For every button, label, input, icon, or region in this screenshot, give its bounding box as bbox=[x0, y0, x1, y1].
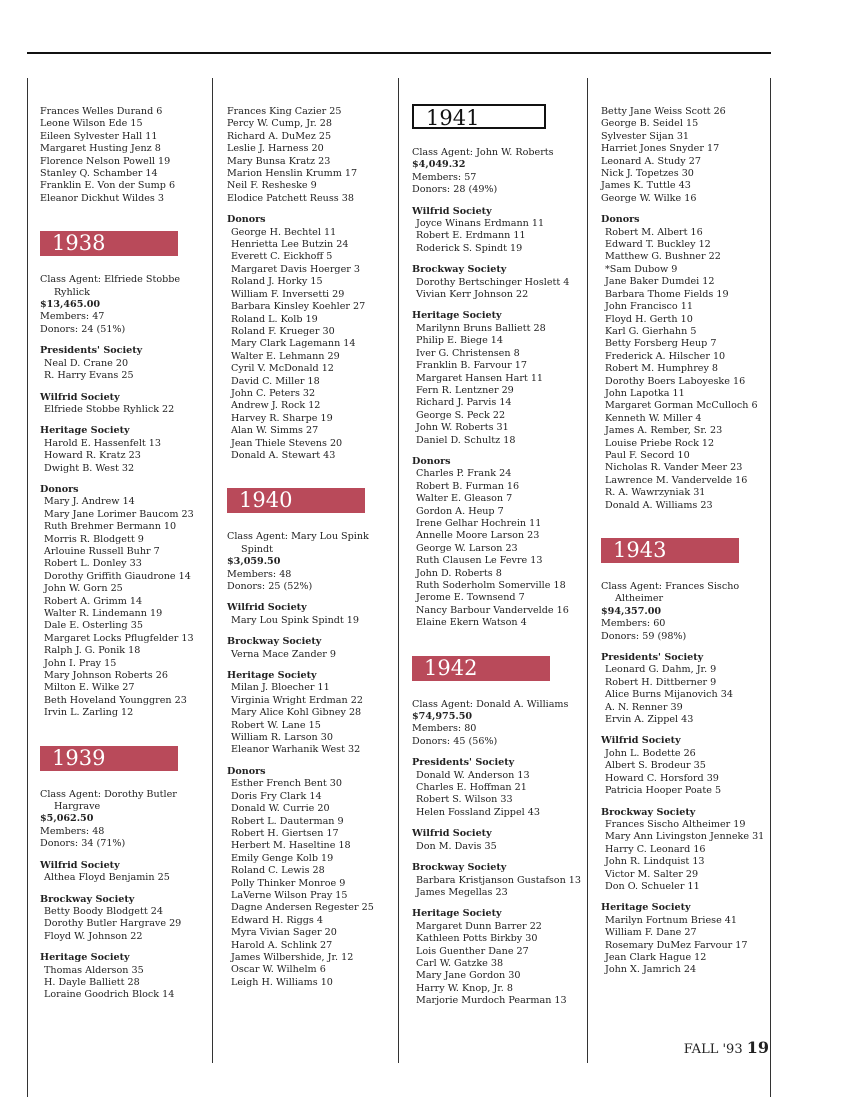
name-list bbox=[40, 906, 194, 943]
name-entry: George W. Larson 23 bbox=[416, 542, 518, 554]
class-donors: Donors: 34 (71%) bbox=[40, 838, 126, 850]
name-entry: Robert M. Humphrey 8 bbox=[605, 363, 719, 375]
society-heading: Heritage Society bbox=[412, 310, 502, 322]
column-divider bbox=[398, 78, 399, 1063]
name-list bbox=[40, 106, 194, 205]
society-heading: Donors bbox=[227, 214, 266, 226]
name-entry: Barbara Thome Fields 19 bbox=[605, 288, 729, 300]
name-list bbox=[227, 615, 374, 627]
name-entry: Nick J. Topetzes 30 bbox=[601, 168, 694, 180]
name-entry: Walter E. Gleason 7 bbox=[416, 493, 513, 505]
page-number: 19 bbox=[746, 1038, 769, 1057]
name-entry: Elodice Patchett Reuss 38 bbox=[227, 192, 354, 204]
name-entry: Leigh H. Williams 10 bbox=[231, 976, 333, 988]
name-entry: Ruth Soderholm Somerville 18 bbox=[416, 580, 566, 591]
name-list bbox=[412, 323, 581, 447]
name-list bbox=[227, 227, 374, 463]
name-entry: Don M. Davis 35 bbox=[416, 840, 497, 852]
year-heading-1939: 1939 bbox=[40, 746, 178, 771]
society-heading: Presidents' Society bbox=[601, 652, 704, 664]
column-4 bbox=[601, 106, 764, 977]
name-entry: Joyce Winans Erdmann 11 bbox=[416, 218, 545, 230]
name-list bbox=[227, 682, 374, 756]
name-entry: John D. Roberts 8 bbox=[416, 567, 502, 579]
name-entry: Robert H. Dittberner 9 bbox=[605, 676, 717, 688]
name-entry: Ruth Clausen Le Fevre 13 bbox=[416, 555, 543, 567]
name-entry: Elaine Ekern Watson 4 bbox=[416, 617, 527, 629]
name-entry: Don O. Schueler 11 bbox=[605, 880, 700, 892]
name-list bbox=[40, 404, 194, 416]
class-agent-cont: Spindt bbox=[241, 543, 273, 555]
name-entry: John X. Jamrich 24 bbox=[605, 964, 697, 976]
name-list bbox=[40, 965, 194, 1002]
society-heading: Heritage Society bbox=[40, 425, 130, 437]
society-heading: Wilfrid Society bbox=[40, 859, 120, 871]
class-donors: Donors: 45 (56%) bbox=[412, 735, 498, 747]
name-entry: Dagne Andersen Regester 25 bbox=[231, 902, 374, 914]
name-entry: Walter E. Lehmann 29 bbox=[231, 350, 340, 362]
society-heading: Brockway Society bbox=[412, 264, 507, 276]
class-agent: Class Agent: John W. Roberts bbox=[412, 147, 554, 158]
society-heading: Brockway Society bbox=[601, 806, 696, 818]
name-entry: Charles P. Frank 24 bbox=[416, 468, 512, 480]
column-divider bbox=[212, 78, 213, 1063]
name-entry: A. N. Renner 39 bbox=[605, 701, 683, 713]
name-entry: Robert M. Albert 16 bbox=[605, 226, 703, 238]
class-agent: Class Agent: Donald A. Williams bbox=[412, 698, 569, 710]
name-entry: Annelle Moore Larson 23 bbox=[416, 530, 540, 542]
name-entry: Franklin E. Von der Sump 6 bbox=[40, 180, 176, 192]
name-entry: Mary J. Andrew 14 bbox=[44, 496, 135, 508]
name-entry: Esther French Bent 30 bbox=[231, 778, 342, 790]
name-entry: Ervin A. Zippel 43 bbox=[605, 714, 694, 726]
name-entry: Jerome E. Townsend 7 bbox=[416, 592, 525, 604]
name-entry: Robert L. Donley 33 bbox=[44, 558, 142, 570]
name-entry: Andrew J. Rock 12 bbox=[231, 400, 321, 412]
name-entry: Karl G. Gierhahn 5 bbox=[605, 325, 697, 337]
name-entry: Howard R. Kratz 23 bbox=[44, 450, 141, 462]
name-entry: Betty Jane Weiss Scott 26 bbox=[601, 106, 726, 117]
class-donors: Donors: 28 (49%) bbox=[412, 184, 498, 196]
column-2 bbox=[227, 106, 374, 989]
society-heading: Brockway Society bbox=[40, 893, 135, 905]
name-entry: Frederick A. Hilscher 10 bbox=[605, 350, 726, 362]
name-entry: Verna Mace Zander 9 bbox=[231, 648, 337, 660]
class-members: Members: 60 bbox=[601, 618, 666, 630]
name-entry: John W. Gorn 25 bbox=[44, 583, 123, 595]
name-entry: Morris R. Blodgett 9 bbox=[44, 533, 144, 545]
name-entry: John W. Roberts 31 bbox=[416, 422, 509, 434]
name-entry: John Francisco 11 bbox=[605, 301, 693, 313]
name-entry: George H. Bechtel 11 bbox=[231, 226, 337, 238]
name-entry: Alice Burns Mijanovich 34 bbox=[605, 689, 733, 701]
name-entry: Jane Baker Dumdei 12 bbox=[605, 276, 715, 288]
name-entry: Henrietta Lee Butzin 24 bbox=[231, 239, 349, 251]
name-entry: *Sam Dubow 9 bbox=[605, 263, 678, 275]
class-amount: $3,059.50 bbox=[227, 556, 281, 568]
society-heading: Heritage Society bbox=[601, 902, 691, 914]
name-entry: Neal D. Crane 20 bbox=[44, 357, 129, 369]
column-divider bbox=[587, 78, 588, 1063]
name-list bbox=[412, 841, 581, 853]
name-entry: Harriet Jones Snyder 17 bbox=[601, 143, 720, 155]
class-donors: Donors: 24 (51%) bbox=[40, 323, 126, 335]
class-members: Members: 80 bbox=[412, 723, 477, 735]
name-entry: Leonard A. Study 27 bbox=[601, 155, 701, 167]
society-heading: Wilfrid Society bbox=[412, 828, 492, 840]
year-heading-1941: 1941 bbox=[412, 104, 546, 129]
name-entry: R. Harry Evans 25 bbox=[44, 370, 134, 382]
name-entry: Rosemary DuMez Farvour 17 bbox=[605, 939, 748, 951]
name-entry: Leslie J. Harness 20 bbox=[227, 143, 324, 155]
name-entry: Walter R. Lindemann 19 bbox=[44, 608, 163, 619]
column-divider bbox=[770, 78, 771, 1097]
name-entry: John R. Lindquist 13 bbox=[605, 856, 705, 868]
name-entry: Floyd W. Johnson 22 bbox=[44, 930, 143, 942]
name-entry: Mary Clark Lagemann 14 bbox=[231, 338, 356, 350]
name-entry: Mary Jane Gordon 30 bbox=[416, 970, 521, 982]
name-entry: Roland C. Lewis 28 bbox=[231, 865, 325, 877]
name-entry: Daniel D. Schultz 18 bbox=[416, 434, 516, 446]
society-heading: Presidents' Society bbox=[40, 345, 143, 357]
name-entry: James Wilbershide, Jr. 12 bbox=[231, 951, 354, 963]
name-entry: Roland F. Krueger 30 bbox=[231, 325, 335, 337]
name-entry: Iver G. Christensen 8 bbox=[416, 347, 520, 359]
year-heading-1938: 1938 bbox=[40, 231, 178, 256]
name-entry: Frances Welles Durand 6 bbox=[40, 106, 163, 117]
class-agent: Class Agent: Dorothy Butler bbox=[40, 788, 177, 800]
name-entry: Beth Hoveland Younggren 23 bbox=[44, 694, 187, 706]
name-list bbox=[412, 875, 581, 900]
name-entry: Mary Bunsa Kratz 23 bbox=[227, 155, 331, 167]
issue-label: FALL '93 bbox=[683, 1042, 743, 1057]
name-entry: Robert S. Wilson 33 bbox=[416, 794, 513, 806]
name-entry: Loraine Goodrich Block 14 bbox=[44, 989, 175, 1001]
name-entry: George S. Peck 22 bbox=[416, 409, 506, 421]
name-entry: Ruth Brehmer Bermann 10 bbox=[44, 521, 177, 533]
name-entry: Eleanor Warhanik West 32 bbox=[231, 744, 361, 756]
name-entry: Margaret Husting Jenz 8 bbox=[40, 143, 161, 155]
class-amount: $4,049.32 bbox=[412, 159, 466, 171]
society-heading: Heritage Society bbox=[227, 670, 317, 682]
name-list bbox=[412, 770, 581, 820]
name-entry: Robert W. Lane 15 bbox=[231, 719, 321, 731]
class-members: Members: 47 bbox=[40, 311, 105, 323]
name-entry: Dwight B. West 32 bbox=[44, 462, 135, 474]
name-entry: Frances Sischo Altheimer 19 bbox=[605, 818, 746, 830]
name-entry: Robert E. Erdmann 11 bbox=[416, 230, 526, 242]
name-entry: Eileen Sylvester Hall 11 bbox=[40, 130, 158, 142]
name-entry: John I. Pray 15 bbox=[44, 657, 117, 669]
class-donors: Donors: 59 (98%) bbox=[601, 630, 687, 642]
society-heading: Wilfrid Society bbox=[40, 391, 120, 403]
name-entry: Polly Thinker Monroe 9 bbox=[231, 877, 346, 889]
name-list bbox=[40, 438, 194, 475]
name-entry: Dorothy Griffith Giaudrone 14 bbox=[44, 570, 191, 582]
name-list bbox=[601, 915, 764, 977]
name-entry: Oscar W. Wilhelm 6 bbox=[231, 964, 326, 976]
name-entry: Patricia Hooper Poate 5 bbox=[605, 785, 722, 797]
name-entry: Leonard G. Dahm, Jr. 9 bbox=[605, 664, 717, 676]
name-entry: James K. Tuttle 43 bbox=[601, 180, 691, 192]
society-heading: Donors bbox=[227, 765, 266, 777]
name-list bbox=[412, 921, 581, 1008]
name-entry: Harry C. Leonard 16 bbox=[605, 843, 706, 855]
class-donors: Donors: 25 (52%) bbox=[227, 581, 313, 592]
name-entry: Stanley Q. Schamber 14 bbox=[40, 168, 158, 180]
name-entry: Marilynn Bruns Balliett 28 bbox=[416, 322, 546, 334]
name-entry: George W. Wilke 16 bbox=[601, 192, 697, 204]
name-entry: Lawrence M. Vandervelde 16 bbox=[605, 474, 748, 486]
name-list bbox=[227, 778, 374, 989]
name-entry: Roland J. Horky 15 bbox=[231, 276, 323, 288]
class-members: Members: 57 bbox=[412, 171, 477, 183]
name-entry: John L. Bodette 26 bbox=[605, 747, 696, 759]
name-list bbox=[601, 106, 764, 205]
name-entry: Ralph J. G. Ponik 18 bbox=[44, 645, 141, 657]
year-heading-1943: 1943 bbox=[601, 538, 739, 563]
name-entry: Margaret Davis Hoerger 3 bbox=[231, 263, 360, 275]
society-heading: Brockway Society bbox=[412, 862, 507, 874]
name-entry: Albert S. Brodeur 35 bbox=[605, 760, 706, 772]
name-entry: Althea Floyd Benjamin 25 bbox=[44, 872, 170, 884]
name-entry: Margaret Gorman McCulloch 6 bbox=[605, 400, 758, 412]
name-entry: Robert A. Grimm 14 bbox=[44, 595, 143, 607]
name-entry: Philip E. Biege 14 bbox=[416, 335, 504, 347]
name-entry: Richard A. DuMez 25 bbox=[227, 130, 332, 142]
name-entry: Mary Alice Kohl Gibney 28 bbox=[231, 707, 362, 719]
society-heading: Wilfrid Society bbox=[412, 205, 492, 217]
class-agent: Class Agent: Frances Sischo bbox=[601, 581, 740, 592]
name-entry: Nicholas R. Vander Meer 23 bbox=[605, 462, 743, 474]
name-entry: Marion Henslin Krumm 17 bbox=[227, 168, 358, 180]
name-entry: Irvin L. Zarling 12 bbox=[44, 707, 134, 719]
name-entry: Mary Johnson Roberts 26 bbox=[44, 670, 168, 682]
name-entry: Howard C. Horsford 39 bbox=[605, 772, 719, 784]
name-entry: William F. Dane 27 bbox=[605, 927, 697, 939]
name-entry: Everett C. Eickhoff 5 bbox=[231, 251, 333, 263]
name-entry: David C. Miller 18 bbox=[231, 375, 320, 387]
name-list bbox=[412, 218, 581, 255]
name-entry: Vivian Kerr Johnson 22 bbox=[416, 289, 529, 301]
name-entry: Arlouine Russell Buhr 7 bbox=[44, 545, 160, 557]
name-entry: Margaret Dunn Barrer 22 bbox=[416, 920, 542, 932]
society-heading: Donors bbox=[601, 214, 640, 226]
name-entry: R. A. Wawrzyniak 31 bbox=[605, 487, 706, 499]
column-1 bbox=[40, 106, 194, 1002]
name-entry: Robert L. Dauterman 9 bbox=[231, 815, 344, 827]
name-entry: Dorothy Boers Laboyeske 16 bbox=[605, 375, 746, 387]
society-heading: Wilfrid Society bbox=[601, 735, 681, 747]
name-entry: Edward H. Riggs 4 bbox=[231, 914, 323, 926]
name-entry: Jean Thiele Stevens 20 bbox=[231, 437, 343, 449]
class-amount: $13,465.00 bbox=[40, 299, 101, 311]
name-entry: George B. Seidel 15 bbox=[601, 118, 699, 130]
name-entry: Doris Fry Clark 14 bbox=[231, 790, 322, 802]
class-agent-cont: Altheimer bbox=[615, 593, 664, 605]
class-amount: $94,357.00 bbox=[601, 605, 662, 617]
name-entry: Louise Priebe Rock 12 bbox=[605, 437, 715, 449]
society-heading: Donors bbox=[40, 483, 79, 495]
name-entry: Victor M. Salter 29 bbox=[605, 868, 699, 880]
name-entry: Carl W. Gatzke 38 bbox=[416, 957, 504, 969]
year-heading-1942: 1942 bbox=[412, 656, 550, 681]
name-entry: Milan J. Bloecher 11 bbox=[231, 682, 330, 694]
name-entry: Sylvester Sijan 31 bbox=[601, 130, 690, 142]
name-entry: Margaret Locks Pflugfelder 13 bbox=[44, 632, 194, 644]
name-entry: Floyd H. Gerth 10 bbox=[605, 313, 693, 325]
society-heading: Brockway Society bbox=[227, 636, 322, 648]
name-entry: Betty Boody Blodgett 24 bbox=[44, 905, 163, 917]
name-entry: Gordon A. Heup 7 bbox=[416, 505, 504, 517]
name-list bbox=[601, 227, 764, 512]
class-amount: $5,062.50 bbox=[40, 813, 94, 825]
name-entry: Donald A. Stewart 43 bbox=[231, 449, 336, 461]
name-list bbox=[40, 496, 194, 719]
name-entry: Harvey R. Sharpe 19 bbox=[231, 412, 333, 424]
name-entry: Helen Fossland Zippel 43 bbox=[416, 806, 540, 818]
name-list bbox=[601, 748, 764, 798]
name-entry: Herbert M. Haseltine 18 bbox=[231, 840, 351, 852]
name-entry: Barbara Kristjanson Gustafson 13 bbox=[416, 874, 582, 886]
name-entry: Matthew G. Bushner 22 bbox=[605, 251, 721, 263]
name-entry: Mary Lou Spink Spindt 19 bbox=[231, 614, 360, 626]
name-entry: Leone Wilson Ede 15 bbox=[40, 118, 143, 130]
name-entry: Donald W. Anderson 13 bbox=[416, 769, 530, 781]
name-entry: Edward T. Buckley 12 bbox=[605, 239, 711, 251]
name-entry: Marjorie Murdoch Pearman 13 bbox=[416, 995, 567, 1007]
year-heading-1940: 1940 bbox=[227, 488, 365, 513]
name-entry: Harold A. Schlink 27 bbox=[231, 939, 333, 951]
society-heading: Heritage Society bbox=[412, 908, 502, 920]
name-entry: Barbara Kinsley Koehler 27 bbox=[231, 301, 366, 313]
name-entry: William R. Larson 30 bbox=[231, 732, 333, 744]
name-entry: Dale E. Osterling 35 bbox=[44, 620, 143, 632]
name-entry: Mary Jane Lorimer Baucom 23 bbox=[44, 508, 194, 520]
name-entry: Alan W. Simms 27 bbox=[231, 425, 319, 437]
name-entry: Nancy Barbour Vandervelde 16 bbox=[416, 604, 569, 616]
class-amount: $74,975.50 bbox=[412, 711, 473, 723]
class-agent-cont: Ryhlick bbox=[54, 286, 90, 298]
name-entry: Fern R. Lentzner 29 bbox=[416, 384, 514, 396]
name-entry: Charles E. Hoffman 21 bbox=[416, 782, 527, 794]
name-entry: Betty Forsberg Heup 7 bbox=[605, 338, 717, 350]
name-list bbox=[601, 664, 764, 726]
name-entry: Myra Vivian Sager 20 bbox=[231, 927, 337, 939]
name-entry: Richard J. Parvis 14 bbox=[416, 397, 512, 409]
name-entry: Florence Nelson Powell 19 bbox=[40, 155, 171, 167]
name-entry: Milton E. Wilke 27 bbox=[44, 682, 135, 694]
name-entry: Frances King Cazier 25 bbox=[227, 106, 342, 117]
name-list bbox=[227, 106, 374, 205]
name-entry: Virginia Wright Erdman 22 bbox=[231, 694, 363, 706]
name-entry: John C. Peters 32 bbox=[231, 387, 316, 399]
name-entry: Eleanor Dickhut Wildes 3 bbox=[40, 192, 164, 204]
name-entry: Dorothy Butler Hargrave 29 bbox=[44, 918, 182, 930]
name-list bbox=[601, 819, 764, 893]
name-list bbox=[40, 358, 194, 383]
class-agent: Class Agent: Elfriede Stobbe bbox=[40, 274, 181, 286]
name-entry: Robert B. Furman 16 bbox=[416, 480, 520, 492]
name-entry: H. Dayle Balliett 28 bbox=[44, 976, 140, 988]
name-entry: William F. Inversetti 29 bbox=[231, 288, 345, 300]
name-entry: Jean Clark Hague 12 bbox=[605, 951, 707, 963]
name-entry: Robert H. Giertsen 17 bbox=[231, 827, 339, 839]
name-entry: Roderick S. Spindt 19 bbox=[416, 242, 523, 254]
name-entry: James Megellas 23 bbox=[416, 886, 508, 898]
name-entry: Lois Guenther Dane 27 bbox=[416, 945, 529, 957]
name-entry: Elfriede Stobbe Ryhlick 22 bbox=[44, 403, 175, 415]
name-entry: Harry W. Knop, Jr. 8 bbox=[416, 982, 513, 994]
society-heading: Heritage Society bbox=[40, 952, 130, 964]
name-entry: Cyril V. McDonald 12 bbox=[231, 363, 334, 375]
name-list bbox=[40, 872, 194, 884]
name-entry: Donald A. Williams 23 bbox=[605, 499, 713, 511]
name-entry: John Lapotka 11 bbox=[605, 387, 685, 399]
class-members: Members: 48 bbox=[40, 825, 105, 837]
name-entry: Dorothy Bertschinger Hoslett 4 bbox=[416, 276, 570, 288]
name-entry: Marilyn Fortnum Briese 41 bbox=[605, 914, 738, 926]
name-entry: Thomas Alderson 35 bbox=[44, 964, 144, 976]
name-entry: Irene Gelhar Hochrein 11 bbox=[416, 517, 542, 529]
page-footer bbox=[684, 1038, 769, 1057]
class-agent-cont: Hargrave bbox=[54, 801, 101, 813]
top-rule bbox=[27, 52, 771, 54]
name-entry: Paul F. Secord 10 bbox=[605, 449, 690, 461]
name-entry: LaVerne Wilson Pray 15 bbox=[231, 889, 348, 901]
name-entry: Emily Genge Kolb 19 bbox=[231, 852, 334, 864]
name-list bbox=[227, 649, 374, 661]
name-list bbox=[412, 277, 581, 302]
name-entry: Kenneth W. Miller 4 bbox=[605, 412, 702, 424]
society-heading: Wilfrid Society bbox=[227, 602, 307, 614]
column-3 bbox=[412, 104, 581, 1008]
name-entry: Franklin B. Farvour 17 bbox=[416, 360, 527, 372]
class-members: Members: 48 bbox=[227, 568, 292, 580]
name-entry: Neil F. Resheske 9 bbox=[227, 180, 317, 192]
name-entry: Roland L. Kolb 19 bbox=[231, 313, 318, 325]
class-agent: Class Agent: Mary Lou Spink bbox=[227, 531, 369, 543]
name-entry: Percy W. Cump, Jr. 28 bbox=[227, 118, 332, 130]
name-entry: Harold E. Hassenfelt 13 bbox=[44, 437, 162, 449]
society-heading: Donors bbox=[412, 455, 451, 467]
name-list bbox=[412, 468, 581, 629]
society-heading: Presidents' Society bbox=[412, 757, 515, 769]
name-entry: Kathleen Potts Birkby 30 bbox=[416, 933, 538, 945]
name-entry: Donald W. Currie 20 bbox=[231, 803, 330, 815]
column-divider bbox=[27, 78, 28, 1097]
name-entry: James A. Rember, Sr. 23 bbox=[605, 425, 723, 437]
name-entry: Margaret Hansen Hart 11 bbox=[416, 372, 544, 384]
name-entry: Mary Ann Livingston Jenneke 31 bbox=[605, 831, 765, 843]
